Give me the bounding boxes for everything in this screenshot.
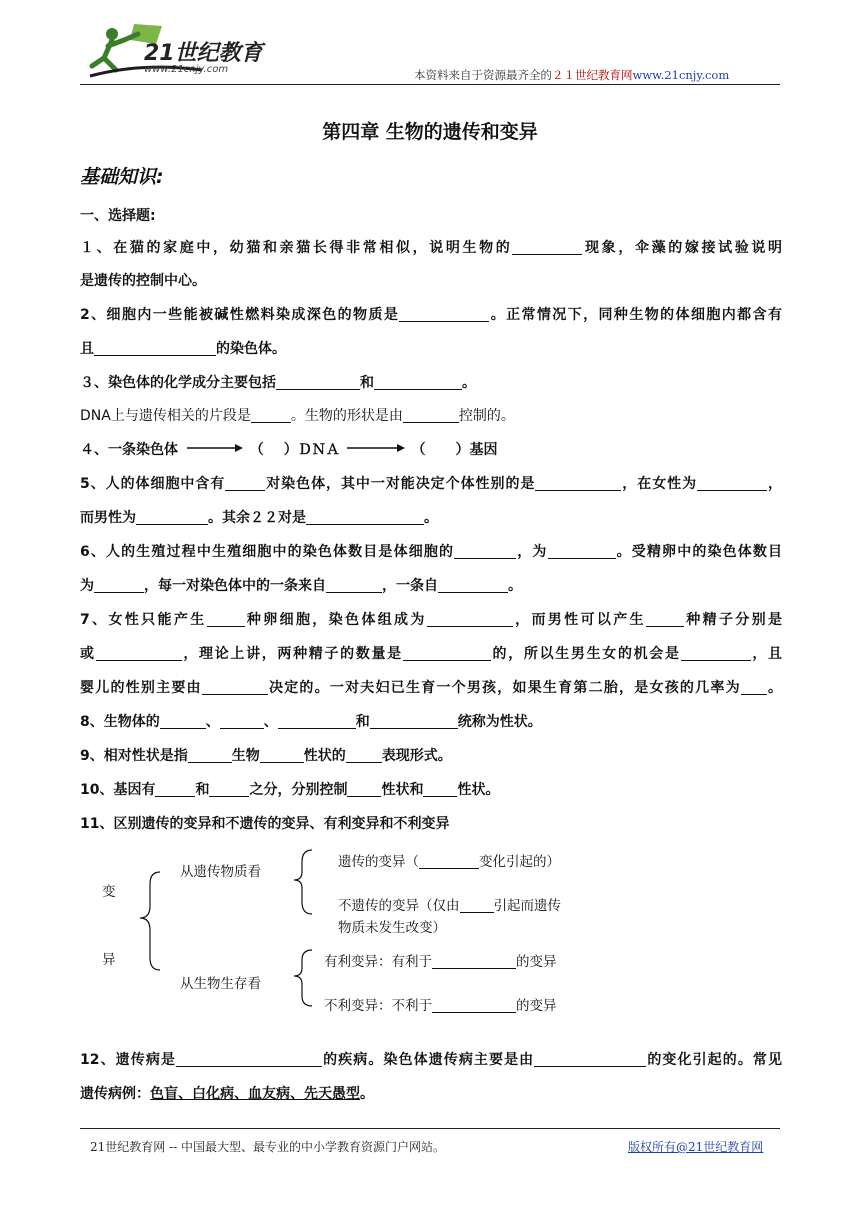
question-5-line-1: 5、人的体细胞中含有 对染色体，其中一对能决定个体性别的是 ，在女性为 ， — [80, 476, 783, 492]
root-brace — [140, 872, 160, 970]
blank — [535, 476, 621, 491]
footer-divider — [80, 1128, 780, 1129]
blank — [188, 748, 232, 763]
question-8: 8、生物体的 、 、 和 统称为性状。 — [80, 714, 542, 730]
question-6-line-2: 为 ，每一对染色体中的一条来自 ，一条自 。 — [80, 578, 522, 594]
header-divider — [80, 84, 780, 85]
blank — [741, 680, 767, 695]
blank — [460, 898, 494, 913]
question-2-line-2: 且 的染色体。 — [80, 341, 286, 357]
blank — [160, 714, 206, 729]
disease-examples: 色盲、白化病、血友病、先天愚型 — [150, 1086, 360, 1102]
blank — [646, 612, 684, 627]
blank — [225, 476, 265, 491]
blank — [438, 578, 508, 593]
blank — [155, 782, 195, 797]
diagram-root-top: 变 — [102, 884, 116, 900]
question-6-line-1: 6、人的生殖过程中生殖细胞中的染色体数目是体细胞的 ，为 。受精卵中的染色体数目 — [80, 544, 782, 560]
blank — [94, 341, 216, 356]
blank — [202, 680, 268, 695]
question-11: 11、区别遗传的变异和不遗传的变异、有利变异和不利变异 — [80, 816, 450, 832]
survival-brace — [294, 950, 312, 1006]
question-9: 9、相对性状是指 生物 性状的 表现形式。 — [80, 748, 452, 764]
heredity-brace — [294, 850, 312, 914]
blank — [347, 782, 381, 797]
blank — [403, 408, 459, 423]
header-url[interactable]: www.21cnjy.com — [632, 68, 730, 82]
question-2-line-1: 2、细胞内一些能被碱性燃料染成深色的物质是 。正常情况下，同种生物的体细胞内都含有 — [80, 307, 782, 323]
blank — [548, 544, 616, 559]
diagram-leaf-nonheritable-cont: 物质未发生改变） — [338, 920, 446, 936]
blank — [374, 375, 462, 390]
blank — [681, 646, 751, 661]
question-12-line-1: 12、遗传病是 的疾病。染色体遗传病主要是由 的变化引起的。常见 — [80, 1052, 783, 1068]
diagram-leaf-nonheritable: 不遗传的变异（仅由 引起而遗传 — [338, 898, 561, 914]
question-5-line-2: 而男性为 。其余２２对是 。 — [80, 510, 438, 526]
blank — [306, 510, 424, 525]
blank — [176, 1052, 322, 1067]
header-note-prefix: 本资料来自于资源最齐全的 — [414, 68, 552, 82]
blank — [370, 714, 458, 729]
question-1-line-2: 是遗传的控制中心。 — [80, 273, 206, 289]
blank — [278, 714, 356, 729]
blank — [220, 714, 264, 729]
arrow-right-icon — [183, 442, 245, 454]
diagram-leaf-heritable: 遗传的变异（ 变化引起的） — [338, 854, 560, 870]
blank — [697, 476, 767, 491]
diagram-leaf-harmful: 不利变异：不利于 的变异 — [324, 998, 557, 1014]
diagram-branch-heredity: 从遗传物质看 — [180, 864, 261, 880]
arrow-right-icon — [345, 442, 407, 454]
question-4: ４、一条染色体 （ ）ＤＮＡ （ ）基因 — [80, 442, 498, 458]
blank — [96, 646, 182, 661]
diagram-branch-survival: 从生物生存看 — [180, 976, 261, 992]
question-7-line-2: 或 ，理论上讲，两种精子的数量是 的，所以生男生女的机会是 ，且 — [80, 646, 783, 662]
blank — [136, 510, 208, 525]
diagram-root-bottom: 异 — [102, 952, 116, 968]
footer-description: 21世纪教育网 -- 中国最大型、最专业的中小学教育资源门户网站。 — [90, 1140, 446, 1154]
question-1-line-1: １、在猫的家庭中，幼猫和亲猫长得非常相似，说明生物的 现象，伞藻的嫁接试验说明 — [80, 240, 783, 256]
question-group-heading: 一、选择题: — [80, 208, 156, 224]
blank — [251, 408, 291, 423]
question-7-line-3: 婴儿的性别主要由 决定的。一对夫妇已生育一个男孩，如果生育第二胎，是女孩的几率为 。 — [80, 680, 783, 696]
question-10: 10、基因有 和 之分，分别控制 性状和 性状。 — [80, 782, 500, 798]
footer-copyright-link[interactable]: 版权所有@21世纪教育网 — [628, 1140, 764, 1154]
logo-text: 21世纪教育 — [144, 41, 263, 66]
logo-url: www.21cnjy.com — [144, 64, 229, 75]
question-12-line-2: 遗传病例：色盲、白化病、血友病、先天愚型。 — [80, 1086, 374, 1102]
blank — [403, 646, 491, 661]
blank — [454, 544, 516, 559]
question-7-line-1: 7、女性只能产生 种卵细胞，染色体组成为 ，而男性可以产生 种精子分别是 — [80, 612, 783, 628]
blank — [399, 307, 489, 322]
blank — [326, 578, 382, 593]
page-title: 第四章 生物的遗传和变异 — [322, 121, 538, 143]
blank — [534, 1052, 646, 1067]
blank — [260, 748, 304, 763]
blank — [423, 782, 457, 797]
header-site-name[interactable]: ２１世纪教育网 — [552, 68, 633, 82]
blank — [209, 782, 249, 797]
blank — [207, 612, 245, 627]
blank — [94, 578, 144, 593]
blank — [512, 240, 582, 255]
blank — [346, 748, 382, 763]
question-3-line-2: DNA上与遗传相关的片段是 。生物的形状是由 控制的。 — [80, 408, 515, 424]
question-3-line-1: ３、染色体的化学成分主要包括 和 。 — [80, 375, 476, 391]
blank — [432, 954, 516, 969]
diagram-leaf-beneficial: 有利变异：有利于 的变异 — [324, 954, 557, 970]
blank — [432, 998, 516, 1013]
section-heading: 基础知识: — [80, 166, 164, 188]
blank — [276, 375, 360, 390]
blank — [427, 612, 513, 627]
header-note — [414, 67, 729, 83]
blank — [419, 854, 479, 869]
site-logo — [82, 18, 282, 82]
